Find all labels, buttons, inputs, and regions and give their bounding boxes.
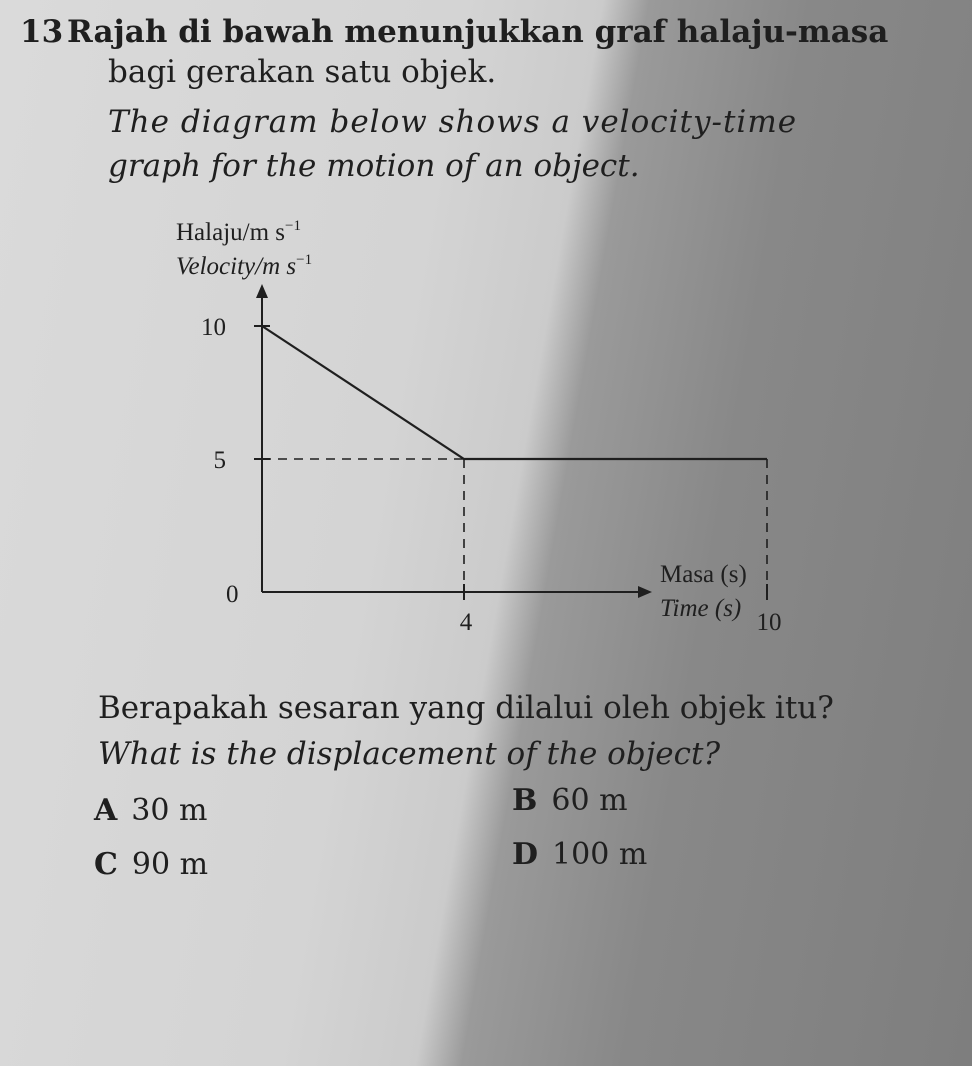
option-b[interactable] <box>512 784 628 818</box>
x-axis-arrow <box>638 586 652 598</box>
graph-axes <box>262 292 642 592</box>
y-tick-label-10: 10 <box>201 314 226 341</box>
y-tick-label-5: 5 <box>213 447 226 474</box>
y-axis-arrow <box>256 284 268 298</box>
question-text-malay-line1: Rajah di bawah menunjukkan graf halaju-masa <box>67 14 889 50</box>
option-a[interactable] <box>94 794 207 828</box>
y-axis-label-malay <box>176 218 301 246</box>
option-c-text: 90 m <box>131 847 209 882</box>
option-a-text: 30 m <box>131 793 208 828</box>
y-axis-label-english <box>176 252 312 280</box>
y-axis-label-english-exponent: −1 <box>296 252 313 268</box>
velocity-line <box>262 326 767 459</box>
option-b-letter: B <box>512 783 538 818</box>
option-d[interactable] <box>512 838 647 872</box>
option-b-text: 60 m <box>551 783 628 818</box>
question-text-english-line1: The diagram below shows a velocity-time <box>108 104 798 140</box>
y-axis-label-english-text: Velocity/m s <box>176 253 297 280</box>
origin-label: 0 <box>226 581 239 608</box>
option-a-letter: A <box>94 793 118 828</box>
question-text-malay-line2: bagi gerakan satu objek. <box>108 54 497 90</box>
x-tick-label-4: 4 <box>459 609 473 636</box>
prompt-english: What is the displacement of the object? <box>98 736 721 772</box>
prompt-malay: Berapakah sesaran yang dilalui oleh objek itu? <box>98 690 834 726</box>
x-axis-label-english: Time (s) <box>660 595 742 622</box>
option-d-letter: D <box>512 837 539 872</box>
option-c-letter: C <box>94 847 118 882</box>
option-c[interactable] <box>94 848 208 882</box>
question-text-english-line2: graph for the motion of an object. <box>108 148 640 184</box>
y-axis-label-malay-exponent: −1 <box>285 218 301 234</box>
y-axis-label-malay-text: Halaju/m s <box>176 219 286 246</box>
x-tick-label-10: 10 <box>756 609 782 636</box>
option-d-text: 100 m <box>552 837 648 872</box>
question-number: 13 <box>20 14 64 50</box>
x-axis-label-malay: Masa (s) <box>660 561 747 588</box>
